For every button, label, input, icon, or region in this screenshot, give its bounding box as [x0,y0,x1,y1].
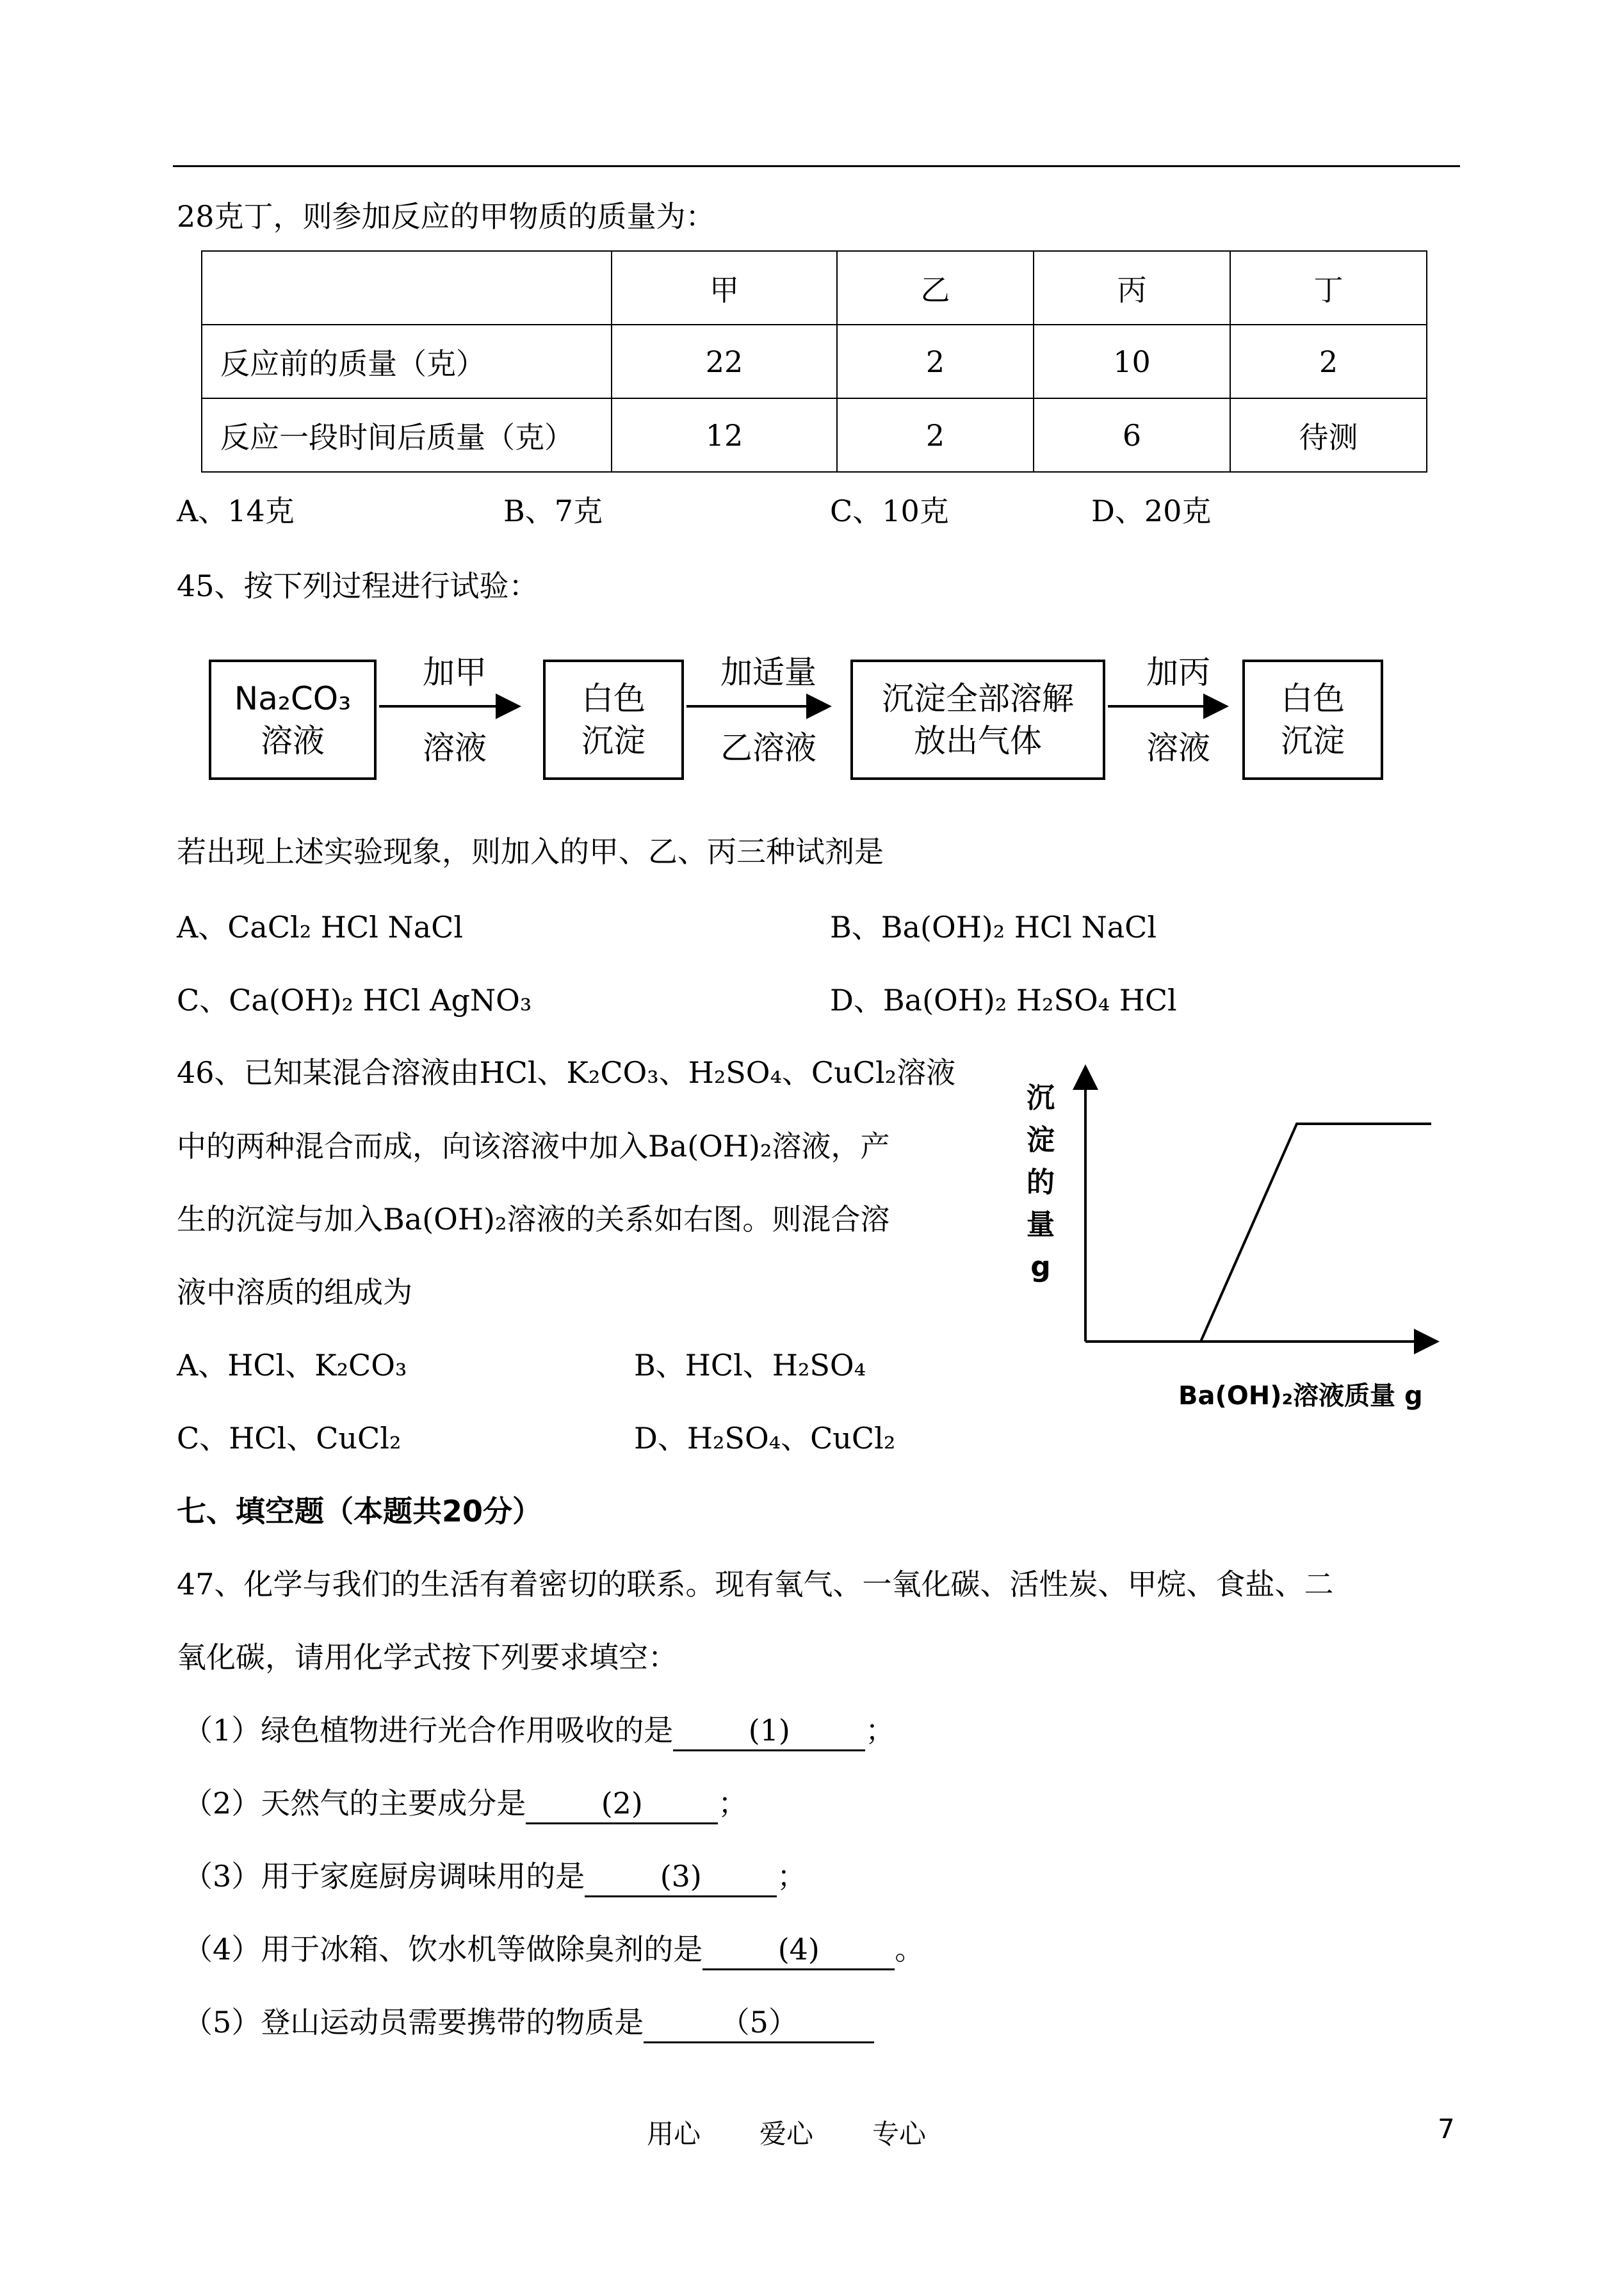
q47-item-end: ； [777,1859,807,1894]
answer-blank-2[interactable]: (2) [526,1784,718,1824]
q46-line: 46、已知某混合溶液由HCl、K₂CO₃、H₂SO₄、CuCl₂溶液 [177,1055,956,1090]
q46-option-a: A、HCl、K₂CO₃ [177,1348,407,1383]
q46-line: 液中溶质的组成为 [177,1275,412,1310]
flow-box-text: 沉淀 [1281,722,1345,759]
table-header-cell: 甲 [612,251,837,325]
flow-box-text: 沉淀 [581,722,646,759]
table-cell: 反应前的质量（克） [202,325,612,398]
q44-option-c: C、10克 [830,494,949,528]
table-cell: 12 [612,398,837,472]
table-cell: 反应一段时间后质量（克） [202,398,612,472]
table-cell: 22 [612,325,837,398]
table-cell: 10 [1034,325,1230,398]
table-cell: 2 [837,325,1034,398]
flow-box-text: 白色 [581,680,646,717]
q44-option-d: D、20克 [1091,494,1212,528]
table-cell: 2 [1230,325,1427,398]
q45-stem: 45、按下列过程进行试验： [177,569,539,603]
q47-line: 47、化学与我们的生活有着密切的联系。现有氧气、一氧化碳、活性炭、甲烷、食盐、二 [177,1567,1334,1602]
q47-item-4 [183,1930,924,1970]
flow-box-text: 放出气体 [914,722,1042,759]
table-header-cell: 乙 [837,251,1034,325]
q47-item-end: 。 [895,1932,925,1967]
q45-option-d: D、Ba(OH)₂ H₂SO₄ HCl [830,983,1177,1018]
q47-item-text: （3）用于家庭厨房调味用的是 [183,1859,585,1894]
q45-option-c: C、Ca(OH)₂ HCl AgNO₃ [177,983,532,1018]
flow-arrow-label: 加甲 [423,654,487,691]
answer-blank-1[interactable]: (1) [673,1711,865,1751]
flow-box-text: 沉淀全部溶解 [882,680,1074,717]
answer-blank-4[interactable]: (4) [702,1930,895,1970]
page-number: 7 [1438,2113,1455,2145]
q47-item-5 [183,2003,874,2043]
footer-motto-1: 用心 [647,2118,701,2150]
q44-option-b: B、7克 [503,494,603,528]
q44-intro: 28克丁，则参加反应的甲物质的质量为： [177,199,715,234]
section-title: 七、填空题（本题共20分） [177,1494,542,1529]
q45-option-a: A、CaCl₂ HCl NaCl [177,910,464,945]
q46-option-c: C、HCl、CuCl₂ [177,1421,402,1456]
footer-motto-3: 专心 [872,2118,927,2150]
q45-option-b: B、Ba(OH)₂ HCl NaCl [830,910,1157,945]
chart-y-label: 沉淀的量g [1027,1082,1055,1283]
flow-box-text: 溶液 [261,722,325,759]
q45-question: 若出现上述实验现象，则加入的甲、乙、丙三种试剂是 [177,834,884,869]
flow-box-text: 白色 [1281,680,1345,717]
table-cell: 6 [1034,398,1230,472]
q46-line: 生的沉淀与加入Ba(OH)₂溶液的关系如右图。则混合溶 [177,1202,890,1237]
answer-blank-3[interactable]: (3) [585,1857,777,1897]
q47-line: 氧化碳，请用化学式按下列要求填空： [177,1640,678,1675]
q47-item-1 [183,1711,895,1751]
flow-arrow-label: 加丙 [1146,654,1210,691]
table-cell: 待测 [1230,398,1427,472]
q46-line: 中的两种混合而成，向该溶液中加入Ba(OH)₂溶液，产 [177,1129,890,1164]
table-header-cell: 丁 [1230,251,1427,325]
q47-item-2 [183,1784,747,1824]
q47-item-text: （2）天然气的主要成分是 [183,1786,526,1821]
q47-item-text: （1）绿色植物进行光合作用吸收的是 [183,1713,674,1748]
q46-option-d: D、H₂SO₄、CuCl₂ [634,1421,896,1456]
table-header-cell: 丙 [1034,251,1230,325]
footer-motto-2: 爱心 [759,2118,814,2150]
precipitate-chart [1018,1063,1454,1422]
q44-option-a: A、14克 [177,494,295,528]
flow-arrow-label: 溶液 [1146,729,1210,766]
q47-item-3 [183,1857,806,1897]
flow-box-text: Na₂CO₃ [234,680,352,717]
table-cell: 2 [837,398,1034,472]
chart-plot [1018,1063,1454,1370]
q47-item-end: ； [865,1713,895,1748]
flow-arrows [0,0,1624,832]
chart-series-line [1085,1124,1431,1342]
flow-arrow-label: 加适量 [720,654,816,691]
q47-item-text: （4）用于冰箱、饮水机等做除臭剂的是 [183,1932,703,1967]
q46-option-b: B、HCl、H₂SO₄ [634,1348,866,1383]
q47-item-text: （5）登山运动员需要携带的物质是 [183,2005,644,2040]
q47-item-end: ； [718,1786,748,1821]
flow-arrow-label: 溶液 [423,729,487,766]
answer-blank-5[interactable]: （5） [644,2003,874,2043]
chart-x-label: Ba(OH)₂溶液质量 g [1178,1381,1423,1411]
flow-arrow-label: 乙溶液 [720,729,816,766]
